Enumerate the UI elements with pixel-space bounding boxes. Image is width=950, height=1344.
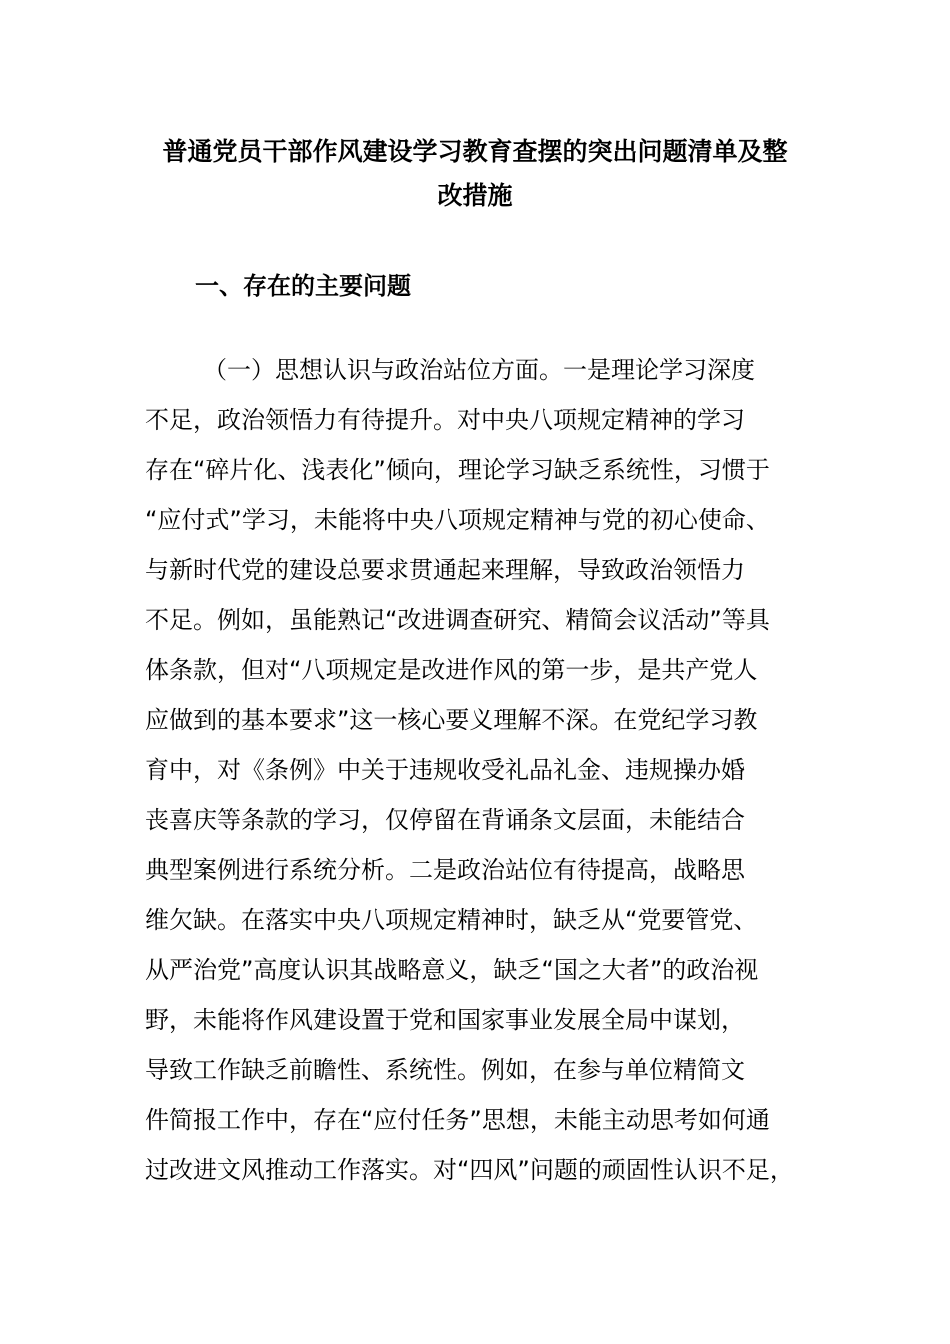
paragraph-line: 维欠缺。在落实中央八项规定精神时，缺乏从“党要管党、: [145, 906, 758, 934]
paragraph-line: 过改进文风推动工作落实。对“四风”问题的顽固性认识不足，: [145, 1156, 794, 1184]
paragraph-line: 存在“碎片化、浅表化”倾向，理论学习缺乏系统性，习惯于: [145, 456, 770, 484]
paragraph-line: 导致工作缺乏前瞻性、系统性。例如，在参与单位精简文: [145, 1056, 745, 1084]
section-heading: 一、存在的主要问题: [195, 272, 411, 300]
paragraph-line: 不足，政治领悟力有待提升。对中央八项规定精神的学习: [145, 406, 745, 434]
paragraph-line: 育中，对《条例》中关于违规收受礼品礼金、违规操办婚: [145, 756, 745, 784]
paragraph-line: 件简报工作中，存在“应付任务”思想，未能主动思考如何通: [145, 1106, 770, 1134]
paragraph-line: “应付式”学习，未能将中央八项规定精神与党的初心使命、: [145, 506, 770, 534]
document-title-line: 改措施: [437, 181, 513, 210]
paragraph-line: 野，未能将作风建设置于党和国家事业发展全局中谋划，: [145, 1006, 745, 1034]
paragraph-line: 丧喜庆等条款的学习，仅停留在背诵条文层面，未能结合: [145, 806, 745, 834]
paragraph-line: 应做到的基本要求”这一核心要义理解不深。在党纪学习教: [145, 706, 758, 734]
paragraph-line: 不足。例如，虽能熟记“改进调查研究、精简会议活动”等具: [145, 606, 770, 634]
paragraph-line: 与新时代党的建设总要求贯通起来理解，导致政治领悟力: [145, 556, 745, 584]
document-title: [140, 130, 810, 218]
paragraph-line: 体条款，但对“八项规定是改进作风的第一步，是共产党人: [145, 656, 758, 684]
paragraph-line: 从严治党”高度认识其战略意义，缺乏“国之大者”的政治视: [145, 956, 759, 984]
document-title-line: 普通党员干部作风建设学习教育查摆的突出问题清单及整: [162, 137, 788, 166]
body-paragraph: [145, 352, 825, 1202]
paragraph-line: （一）思想认识与政治站位方面。一是理论学习深度: [203, 356, 755, 384]
paragraph-line: 典型案例进行系统分析。二是政治站位有待提高，战略思: [145, 856, 745, 884]
